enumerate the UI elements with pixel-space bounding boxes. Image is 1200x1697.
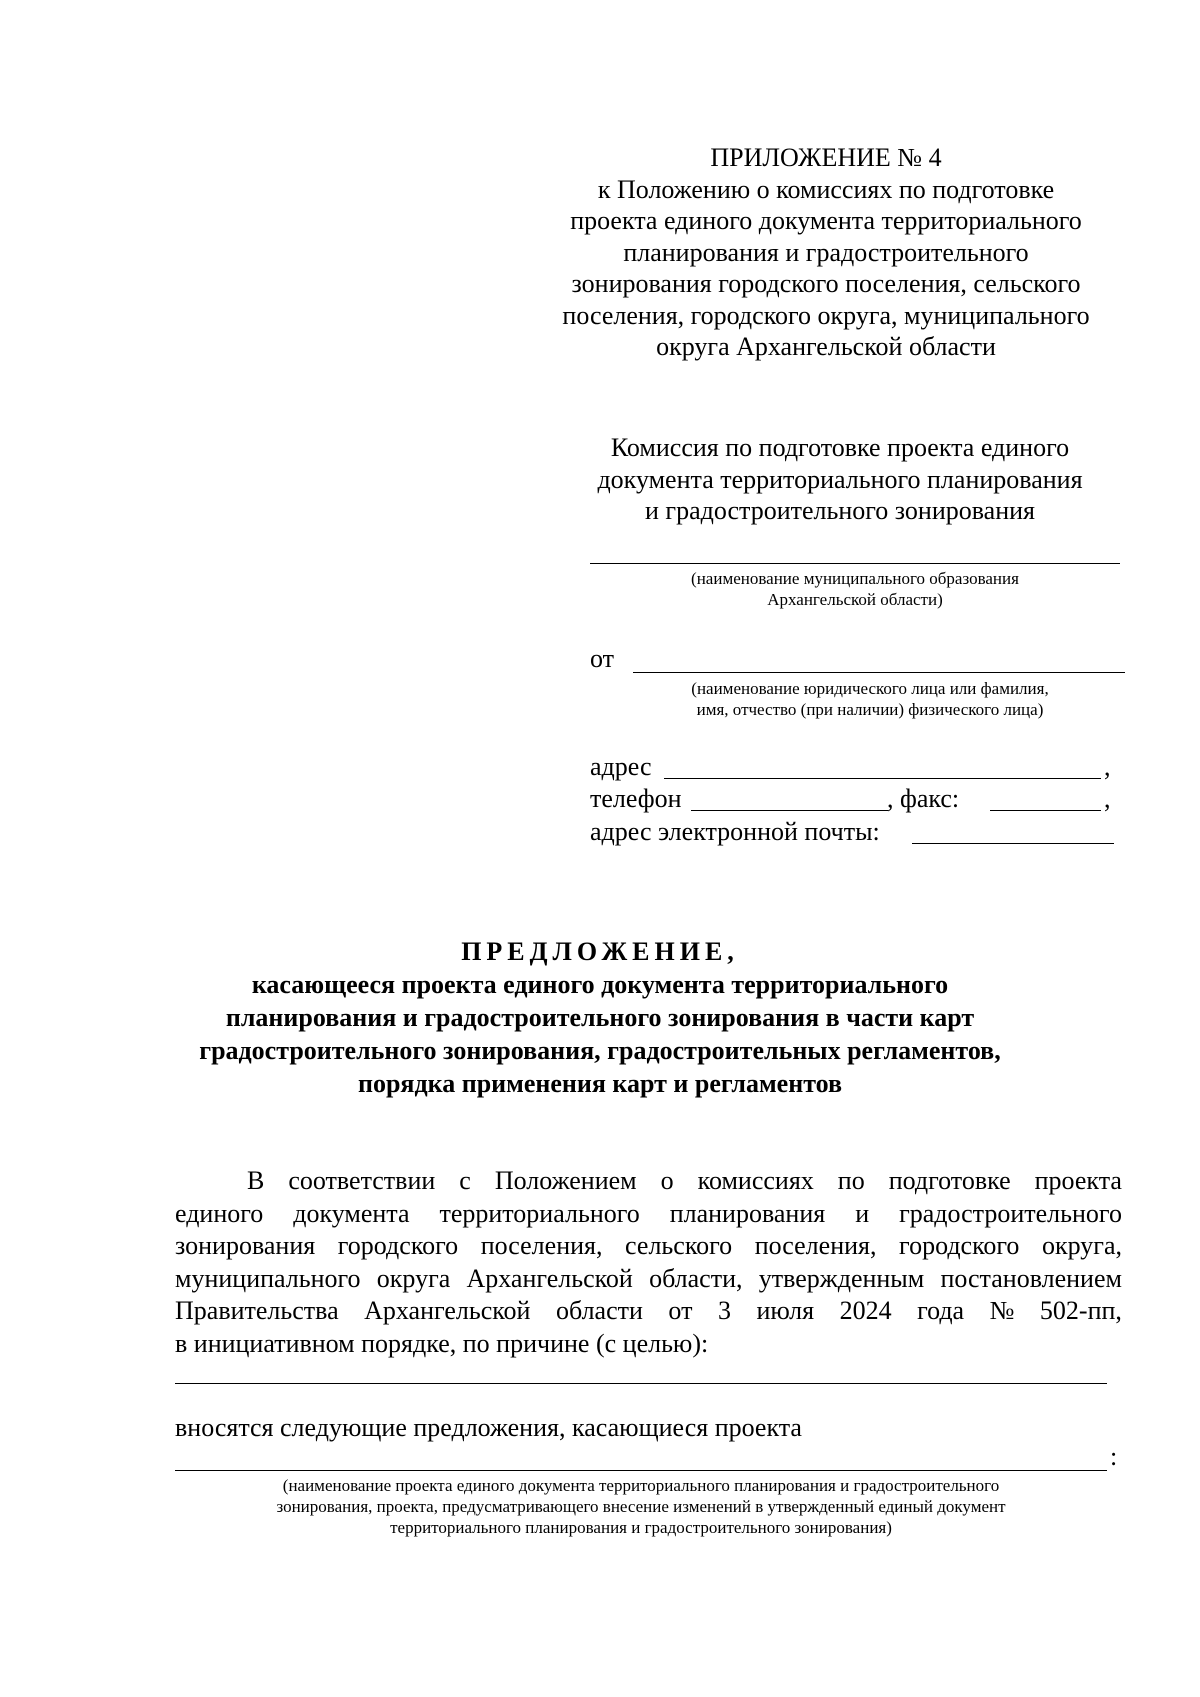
body-word: градостроительного — [899, 1198, 1122, 1228]
body-word: проекта — [1034, 1166, 1122, 1195]
body-line: в инициативном порядке, по причине (с целью): — [175, 1328, 709, 1358]
appendix-line: поселения, городского округа, муниципального — [562, 300, 1090, 330]
body-word: утвержденным — [758, 1263, 925, 1293]
appendix-title: ПРИЛОЖЕНИЕ № 4 — [710, 143, 942, 172]
commission-addressee — [560, 432, 1120, 527]
fax-comma: , — [1104, 784, 1111, 813]
body-word: поселения, — [480, 1231, 603, 1260]
body-word: городского — [337, 1231, 459, 1260]
body-word: области — [555, 1296, 643, 1325]
project-caption: (наименование проекта единого документа территориального планирования и градостроительного зонирования, проекта, предусматривающего внесение изменений в утвержденный единый документ территориального планирования и градостроительного зонирования) — [276, 1476, 1006, 1537]
title-main: ПРЕДЛОЖЕНИЕ, — [461, 937, 739, 966]
body-word: планирования — [669, 1198, 826, 1228]
body-word: Положением — [494, 1166, 637, 1195]
appendix-line: к Положению о комиссиях по подготовке — [597, 174, 1055, 204]
project-fill-line[interactable] — [175, 1470, 1107, 1471]
project-colon: : — [1110, 1442, 1118, 1471]
body-word: года — [917, 1296, 965, 1325]
body-word: июля — [756, 1296, 815, 1325]
body-word: области, — [649, 1263, 743, 1293]
municipality-fill-line[interactable] — [590, 563, 1120, 564]
fax-label: , факс: — [887, 784, 960, 813]
title-subline: планирования и градостроительного зонирования в части карт — [225, 1003, 975, 1032]
address-label: адрес — [590, 752, 652, 781]
body-word: от — [668, 1296, 693, 1325]
body-word: постановлением — [940, 1263, 1122, 1293]
body-word: с — [459, 1166, 471, 1195]
proposals-intro: вносятся следующие предложения, касающиеся проекта — [175, 1413, 802, 1442]
email-label: адрес электронной почты: — [590, 817, 880, 846]
body-word: зонирования — [175, 1231, 316, 1260]
document-title — [150, 935, 1050, 1100]
body-word: 2024 — [839, 1296, 892, 1325]
title-subline: градостроительного зонирования, градостроительных регламентов, — [199, 1036, 1001, 1065]
body-word: о — [660, 1166, 674, 1195]
body-line — [175, 1230, 1122, 1263]
address-fill-line[interactable] — [664, 778, 1101, 779]
body-word: Архангельской — [364, 1296, 531, 1325]
commission-line: и градостроительного зонирования — [645, 496, 1035, 525]
body-word: № — [989, 1296, 1015, 1325]
body-line — [175, 1198, 1122, 1231]
address-comma: , — [1104, 752, 1111, 781]
body-paragraph — [175, 1165, 1122, 1360]
title-subline: порядка применения карт и регламентов — [357, 1069, 843, 1098]
body-word: Правительства — [175, 1296, 339, 1325]
body-word: единого — [175, 1198, 264, 1228]
body-word: документа — [293, 1198, 410, 1228]
body-word: городского — [899, 1231, 1020, 1260]
appendix-line: зонирования городского поселения, сельского — [571, 269, 1081, 298]
body-word: соответствии — [288, 1166, 436, 1195]
body-word: по — [837, 1166, 865, 1195]
body-word: округа, — [1041, 1231, 1122, 1260]
phone-fill-line[interactable] — [691, 810, 888, 811]
body-word: поселения, — [754, 1231, 877, 1260]
reason-fill-line[interactable] — [175, 1383, 1107, 1384]
body-word: территориального — [439, 1198, 640, 1228]
title-subline: касающееся проекта единого документа территориального — [251, 970, 949, 999]
appendix-header — [530, 142, 1122, 363]
phone-label: телефон — [590, 784, 682, 813]
body-word: комиссиях — [697, 1166, 814, 1195]
body-word: сельского — [625, 1231, 733, 1260]
appendix-line: планирования и градостроительного — [623, 237, 1029, 267]
body-word: и — [855, 1198, 870, 1228]
commission-line: документа территориального планирования — [597, 464, 1083, 494]
email-fill-line[interactable] — [912, 843, 1114, 844]
body-word: муниципального — [175, 1263, 361, 1293]
from-caption: (наименование юридического лица или фамилия, имя, отчество (при наличии) физического лица) — [691, 679, 1049, 719]
body-word: В — [247, 1166, 265, 1195]
body-line — [175, 1263, 1122, 1296]
from-fill-line[interactable] — [633, 672, 1125, 673]
body-word: 502-пп, — [1039, 1296, 1122, 1325]
body-line — [175, 1165, 1122, 1198]
appendix-line: округа Архангельской области — [656, 332, 996, 361]
body-word: 3 — [717, 1296, 731, 1325]
body-word: округа — [376, 1263, 451, 1293]
body-line — [175, 1295, 1122, 1328]
commission-line: Комиссия по подготовке проекта единого — [610, 433, 1070, 462]
appendix-line: проекта единого документа территориального — [570, 206, 1082, 235]
body-word: подготовке — [888, 1166, 1011, 1195]
municipality-caption: (наименование муниципального образования Архангельской области) — [691, 569, 1019, 609]
from-label: от — [590, 644, 615, 673]
fax-fill-line[interactable] — [990, 810, 1101, 811]
body-word: Архангельской — [466, 1263, 633, 1293]
